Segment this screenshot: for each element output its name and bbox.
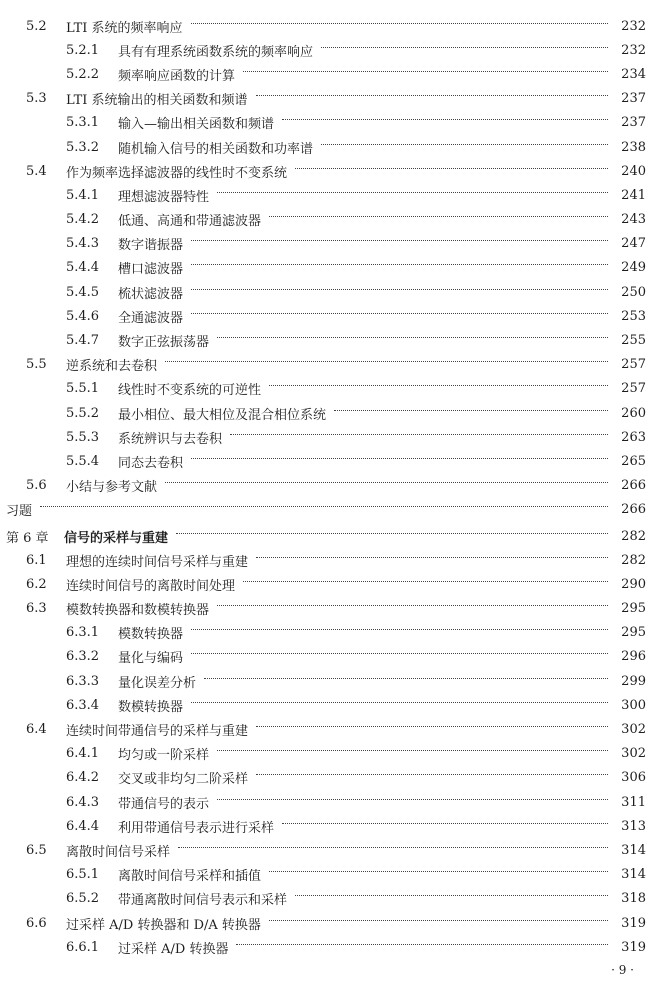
toc-entry-page: 290 bbox=[621, 576, 646, 592]
toc-entry-number: 5.4.5 bbox=[66, 284, 100, 300]
toc-entry[interactable] bbox=[0, 524, 648, 548]
toc-entry-page: 319 bbox=[621, 939, 646, 955]
toc-entry-number: 5.2.2 bbox=[66, 66, 100, 82]
toc-entry-page: 232 bbox=[621, 18, 646, 34]
toc-entry-number: 5.4.3 bbox=[66, 236, 100, 252]
toc-entry-title: 低通、高通和带通滤波器 bbox=[118, 214, 262, 230]
toc-entry-page: 237 bbox=[621, 115, 646, 131]
toc-entry[interactable] bbox=[0, 742, 648, 766]
toc-entry[interactable] bbox=[0, 863, 648, 887]
dot-leader bbox=[217, 799, 608, 800]
toc-entry[interactable] bbox=[0, 548, 648, 572]
toc-entry-title: 理想滤波器特性 bbox=[118, 189, 210, 205]
toc-entry-page: 306 bbox=[621, 770, 646, 786]
toc-entry[interactable] bbox=[0, 449, 648, 473]
toc-entry-title: 利用带通信号表示进行采样 bbox=[118, 820, 275, 836]
toc-entry[interactable] bbox=[0, 790, 648, 814]
toc-entry-title: LTI 系统输出的相关函数和频谱 bbox=[66, 93, 248, 109]
toc-entry-number: 5.5.1 bbox=[66, 381, 100, 397]
toc-entry-title: LTI 系统的频率响应 bbox=[66, 20, 183, 36]
toc-entry[interactable] bbox=[0, 669, 648, 693]
dot-leader bbox=[191, 653, 608, 654]
toc-entry-page: 249 bbox=[621, 260, 646, 276]
dot-leader bbox=[217, 337, 608, 338]
toc-entry[interactable] bbox=[0, 232, 648, 256]
toc-entry-number: 5.5.2 bbox=[66, 405, 100, 421]
toc-entry-title: 量化与编码 bbox=[118, 651, 184, 667]
dot-leader bbox=[243, 581, 608, 582]
dot-leader bbox=[256, 557, 608, 558]
dot-leader bbox=[191, 702, 608, 703]
toc-entry-page: 282 bbox=[621, 552, 646, 568]
dot-leader bbox=[191, 240, 608, 241]
toc-entry[interactable] bbox=[0, 693, 648, 717]
toc-entry-page: 232 bbox=[621, 42, 646, 58]
toc-entry-page: 266 bbox=[621, 478, 646, 494]
toc-entry-number: 5.2 bbox=[26, 18, 47, 34]
toc-entry-number: 6.3 bbox=[26, 601, 47, 617]
toc-entry[interactable] bbox=[0, 766, 648, 790]
dot-leader bbox=[191, 264, 608, 265]
toc-entry-page: 241 bbox=[621, 187, 646, 203]
toc-entry-number: 5.4.7 bbox=[66, 333, 100, 349]
toc-entry-title: 离散时间信号采样和插值 bbox=[118, 869, 262, 885]
toc-entry-number: 6.6 bbox=[26, 915, 47, 931]
toc-entry-number: 第 6 章 bbox=[6, 530, 49, 546]
toc-entry-number: 5.5.3 bbox=[66, 429, 100, 445]
toc-entry[interactable] bbox=[0, 935, 648, 959]
toc-entry-title: 带通信号的表示 bbox=[118, 796, 210, 812]
toc-entry[interactable] bbox=[0, 597, 648, 621]
toc-entry[interactable] bbox=[0, 38, 648, 62]
toc-entry-title: 数字谐振器 bbox=[118, 238, 184, 254]
toc-entry-title: 全通滤波器 bbox=[118, 310, 184, 326]
dot-leader bbox=[256, 95, 608, 96]
dot-leader bbox=[236, 944, 608, 945]
toc-entry[interactable] bbox=[0, 377, 648, 401]
toc-entry[interactable] bbox=[0, 474, 648, 498]
dot-leader bbox=[191, 289, 608, 290]
toc-entry-title: 作为频率选择滤波器的线性时不变系统 bbox=[66, 165, 288, 181]
toc-entry-page: 302 bbox=[621, 722, 646, 738]
toc-entry-page: 257 bbox=[621, 357, 646, 373]
dot-leader bbox=[321, 47, 608, 48]
dot-leader bbox=[269, 385, 608, 386]
toc-entry-title: 小结与参考文献 bbox=[66, 480, 158, 496]
toc-entry-page: 318 bbox=[621, 891, 646, 907]
dot-leader bbox=[217, 605, 608, 606]
toc-entry-title: 模数转换器 bbox=[118, 627, 184, 643]
dot-leader bbox=[165, 361, 608, 362]
toc-entry[interactable] bbox=[0, 208, 648, 232]
toc-entry-number: 6.3.3 bbox=[66, 673, 100, 689]
toc-entry-number: 6.4.3 bbox=[66, 794, 100, 810]
toc-entry-page: 266 bbox=[621, 502, 646, 518]
toc-entry-title: 线性时不变系统的可逆性 bbox=[118, 383, 262, 399]
toc-entry-title: 数字正弦振荡器 bbox=[118, 335, 210, 351]
dot-leader bbox=[256, 774, 608, 775]
toc-entry[interactable] bbox=[0, 14, 648, 38]
toc-entry-page: 311 bbox=[621, 794, 646, 810]
toc-entry-title: 逆系统和去卷积 bbox=[66, 359, 158, 375]
dot-leader bbox=[243, 71, 608, 72]
toc-entry-page: 319 bbox=[621, 915, 646, 931]
toc-entry-number: 5.4.4 bbox=[66, 260, 100, 276]
toc-entry[interactable] bbox=[0, 256, 648, 280]
toc-entry-title: 量化误差分析 bbox=[118, 675, 197, 691]
dot-leader bbox=[269, 920, 608, 921]
toc-entry-title: 数模转换器 bbox=[118, 699, 184, 715]
dot-leader bbox=[269, 216, 608, 217]
toc-entry-title: 交叉或非均匀二阶采样 bbox=[118, 772, 249, 788]
toc-entry-number: 6.5 bbox=[26, 842, 47, 858]
toc-entry-title: 带通离散时间信号表示和采样 bbox=[118, 893, 288, 909]
toc-entry-title: 槽口滤波器 bbox=[118, 262, 184, 278]
toc-entry[interactable] bbox=[0, 87, 648, 111]
toc-entry[interactable] bbox=[0, 887, 648, 911]
toc-entry[interactable] bbox=[0, 645, 648, 669]
dot-leader bbox=[165, 482, 608, 483]
toc-entry-number: 5.4 bbox=[26, 163, 47, 179]
toc-entry-number: 6.5.2 bbox=[66, 891, 100, 907]
toc-entry-number: 6.1 bbox=[26, 552, 47, 568]
toc-entry-page: 253 bbox=[621, 308, 646, 324]
toc-entry-number: 5.5 bbox=[26, 357, 47, 373]
toc-entry[interactable] bbox=[0, 111, 648, 135]
dot-leader bbox=[217, 750, 608, 751]
toc-entry-number: 6.3.2 bbox=[66, 649, 100, 665]
toc-entry-title: 习题 bbox=[6, 504, 33, 520]
toc-entry-title: 系统辨识与去卷积 bbox=[118, 431, 223, 447]
toc-entry-number: 5.2.1 bbox=[66, 42, 100, 58]
toc-entry-title: 过采样 A/D 转换器 bbox=[118, 941, 229, 957]
toc-entry[interactable] bbox=[0, 304, 648, 328]
toc-entry[interactable] bbox=[0, 135, 648, 159]
toc-entry-number: 6.4.2 bbox=[66, 770, 100, 786]
toc-entry[interactable] bbox=[0, 425, 648, 449]
toc-entry-number: 5.5.4 bbox=[66, 453, 100, 469]
toc-entry[interactable] bbox=[0, 183, 648, 207]
toc-entry-page: 302 bbox=[621, 746, 646, 762]
dot-leader bbox=[191, 23, 608, 24]
toc-entry-page: 260 bbox=[621, 405, 646, 421]
toc-entry-title: 随机输入信号的相关函数和功率谱 bbox=[118, 141, 314, 157]
toc-entry-page: 282 bbox=[621, 528, 646, 544]
toc-entry[interactable] bbox=[0, 621, 648, 645]
toc-entry-number: 6.3.4 bbox=[66, 697, 100, 713]
toc-entry-page: 247 bbox=[621, 236, 646, 252]
toc-entry-number: 6.4.4 bbox=[66, 818, 100, 834]
toc-entry-page: 314 bbox=[621, 867, 646, 883]
toc-entry[interactable] bbox=[0, 717, 648, 741]
toc-entry-title: 连续时间带通信号的采样与重建 bbox=[66, 724, 249, 740]
toc-entry-page: 250 bbox=[621, 284, 646, 300]
dot-leader bbox=[204, 678, 608, 679]
toc-entry-page: 299 bbox=[621, 673, 646, 689]
toc-entry[interactable] bbox=[0, 572, 648, 596]
dot-leader bbox=[191, 629, 608, 630]
toc-entry-page: 263 bbox=[621, 429, 646, 445]
toc-entry-title: 同态去卷积 bbox=[118, 455, 184, 471]
page-number: · 9 · bbox=[611, 963, 634, 977]
toc-entry-number: 6.3.1 bbox=[66, 625, 100, 641]
toc-entry-title: 频率响应函数的计算 bbox=[118, 68, 236, 84]
toc-entry-title: 信号的采样与重建 bbox=[64, 530, 169, 546]
toc-entry-title: 输入—输出相关函数和频谱 bbox=[118, 117, 275, 133]
table-of-contents bbox=[0, 14, 648, 959]
toc-entry-number: 6.5.1 bbox=[66, 867, 100, 883]
toc-entry-page: 295 bbox=[621, 625, 646, 641]
toc-entry-title: 最小相位、最大相位及混合相位系统 bbox=[118, 407, 327, 423]
toc-entry-page: 265 bbox=[621, 453, 646, 469]
toc-entry-number: 5.3.2 bbox=[66, 139, 100, 155]
toc-entry-title: 均匀或一阶采样 bbox=[118, 748, 210, 764]
toc-entry-title: 具有有理系统函数系统的频率响应 bbox=[118, 44, 314, 60]
dot-leader bbox=[256, 726, 608, 727]
toc-entry-page: 238 bbox=[621, 139, 646, 155]
toc-entry-number: 5.6 bbox=[26, 478, 47, 494]
toc-entry[interactable] bbox=[0, 159, 648, 183]
toc-entry-number: 6.2 bbox=[26, 576, 47, 592]
toc-entry-number: 6.6.1 bbox=[66, 939, 100, 955]
dot-leader bbox=[217, 192, 608, 193]
toc-entry-page: 314 bbox=[621, 842, 646, 858]
dot-leader bbox=[334, 410, 608, 411]
toc-entry-title: 过采样 A/D 转换器和 D/A 转换器 bbox=[66, 917, 261, 933]
toc-entry-number: 6.4 bbox=[26, 722, 47, 738]
dot-leader bbox=[191, 313, 608, 314]
toc-entry-title: 模数转换器和数模转换器 bbox=[66, 603, 210, 619]
dot-leader bbox=[230, 434, 608, 435]
toc-entry-page: 296 bbox=[621, 649, 646, 665]
toc-entry[interactable] bbox=[0, 911, 648, 935]
dot-leader bbox=[321, 144, 608, 145]
toc-entry[interactable] bbox=[0, 280, 648, 304]
toc-entry[interactable] bbox=[0, 62, 648, 86]
toc-entry-page: 295 bbox=[621, 601, 646, 617]
dot-leader bbox=[40, 506, 608, 507]
toc-entry-title: 梳状滤波器 bbox=[118, 286, 184, 302]
dot-leader bbox=[282, 823, 608, 824]
toc-entry[interactable] bbox=[0, 353, 648, 377]
dot-leader bbox=[191, 458, 608, 459]
dot-leader bbox=[282, 119, 608, 120]
dot-leader bbox=[295, 895, 608, 896]
toc-entry[interactable] bbox=[0, 498, 648, 522]
toc-entry-number: 5.3 bbox=[26, 91, 47, 107]
toc-entry-page: 243 bbox=[621, 212, 646, 228]
toc-entry-number: 5.4.1 bbox=[66, 187, 100, 203]
toc-entry-page: 313 bbox=[621, 818, 646, 834]
toc-entry[interactable] bbox=[0, 838, 648, 862]
toc-entry-title: 离散时间信号采样 bbox=[66, 844, 171, 860]
toc-entry[interactable] bbox=[0, 814, 648, 838]
toc-entry-page: 237 bbox=[621, 91, 646, 107]
toc-entry-number: 5.3.1 bbox=[66, 115, 100, 131]
toc-entry-number: 6.4.1 bbox=[66, 746, 100, 762]
toc-entry-page: 255 bbox=[621, 333, 646, 349]
toc-entry[interactable] bbox=[0, 328, 648, 352]
toc-entry-page: 234 bbox=[621, 66, 646, 82]
toc-entry-number: 5.4.6 bbox=[66, 308, 100, 324]
toc-entry-title: 理想的连续时间信号采样与重建 bbox=[66, 554, 249, 570]
dot-leader bbox=[295, 168, 608, 169]
toc-entry-page: 257 bbox=[621, 381, 646, 397]
toc-entry-title: 连续时间信号的离散时间处理 bbox=[66, 578, 236, 594]
toc-entry-number: 5.4.2 bbox=[66, 212, 100, 228]
toc-entry[interactable] bbox=[0, 401, 648, 425]
toc-entry-page: 300 bbox=[621, 697, 646, 713]
dot-leader bbox=[178, 847, 608, 848]
dot-leader bbox=[269, 871, 608, 872]
toc-entry-page: 240 bbox=[621, 163, 646, 179]
dot-leader bbox=[176, 533, 608, 534]
